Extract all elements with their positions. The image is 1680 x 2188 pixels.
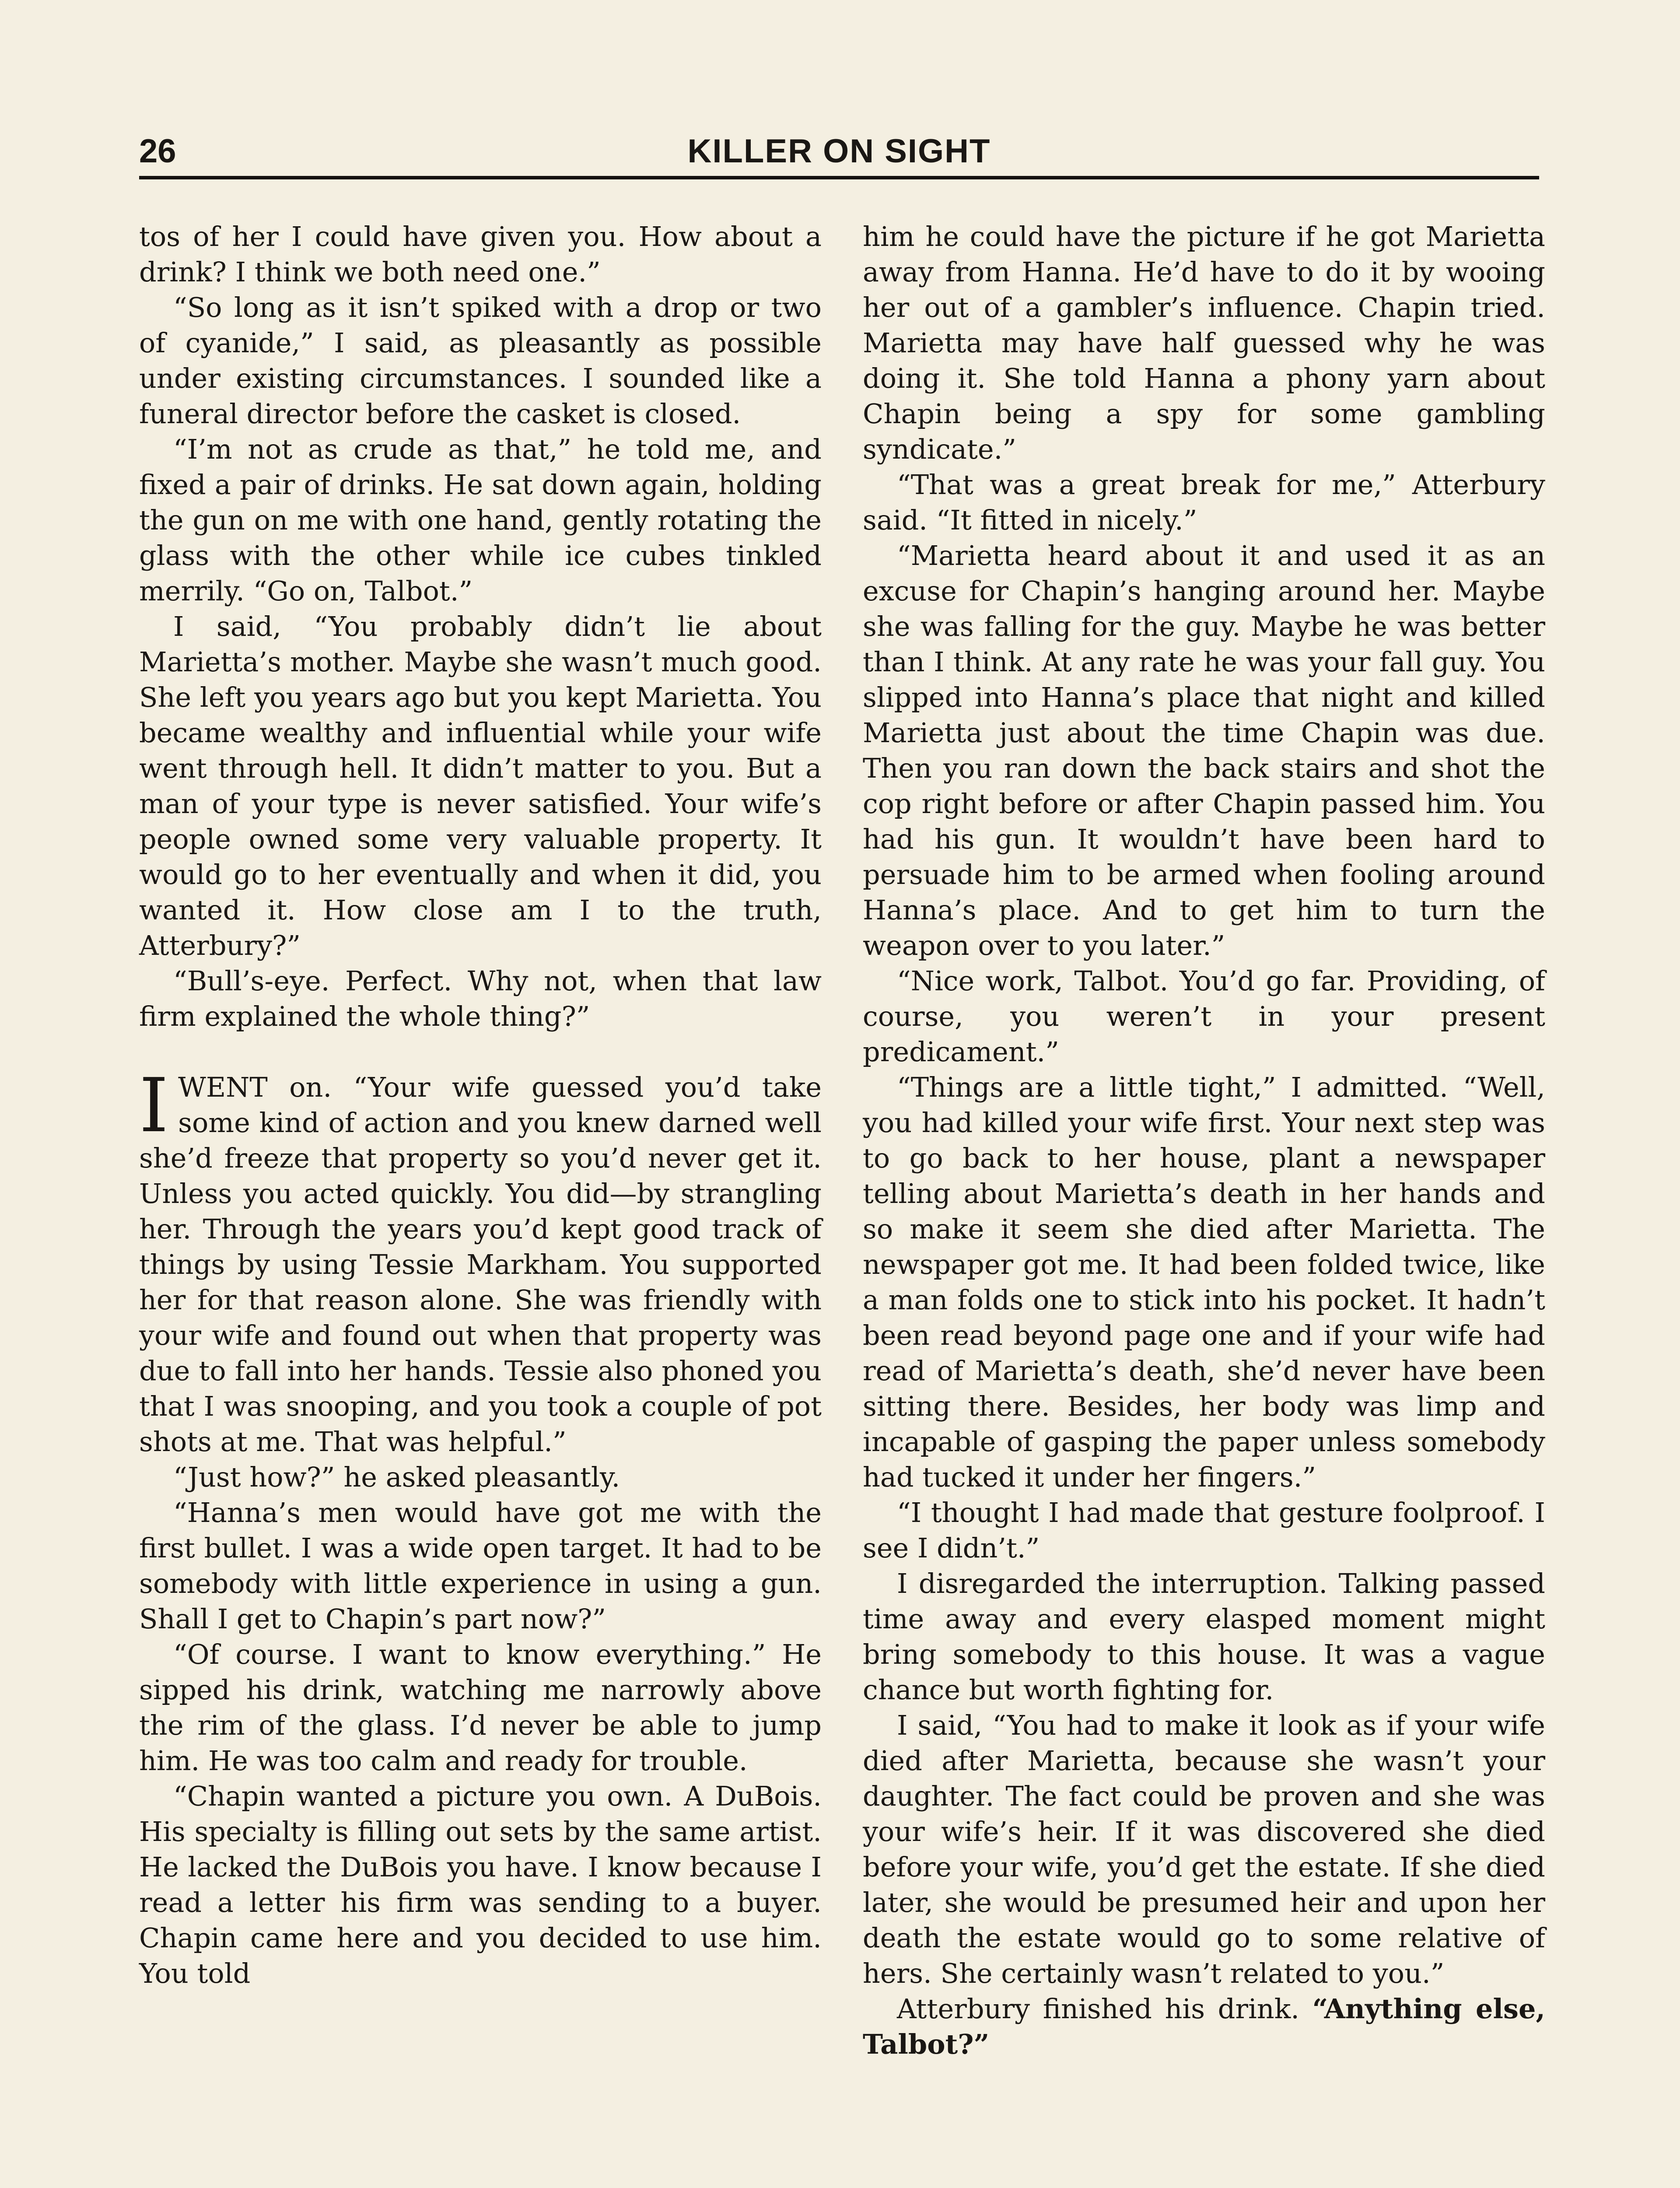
page-number: 26 xyxy=(139,133,176,170)
paragraph: “Just how?” he asked pleasantly. xyxy=(173,1461,620,1493)
paragraph: tos of her I could have given you. How about a drink? I think we both need one.” xyxy=(139,221,822,288)
running-title: KILLER ON SIGHT xyxy=(687,133,991,170)
paragraph: “Things are a little tight,” I admitted. “Well, you had killed your wife first. Your next step was to go back to her house, plant a newspaper telling about Marietta’s death in her hands and so make it seem she died after Marietta. The newspaper got me. It had been folded twice, like a man folds one to stick into his pocket. It hadn’t been read beyond page one and if your wife had read of Marietta’s death, she’d never have been sitting there. Besides, her body was limp and incapable of gasping the paper unless somebody had tucked it under her fingers.” xyxy=(863,1071,1545,1493)
paragraph: “Chapin wanted a picture you own. A DuBois. His specialty is filling out sets by the same artist. He lacked the DuBois you have. I know because I read a letter his firm was sending to a buyer. Chapin came here and you decided to use him. You told xyxy=(139,1780,822,1989)
paragraph: “That was a great break for me,” Atterbury said. “It fitted in nicely.” xyxy=(863,469,1545,536)
right-column xyxy=(863,219,1545,2062)
final-paragraph xyxy=(863,1991,1545,2062)
page-header xyxy=(139,130,1539,179)
header-rule xyxy=(139,176,1539,179)
paragraph: him he could have the picture if he got Marietta away from Hanna. He’d have to do it by wooing her out of a gambler’s influence. Chapin tried. Marietta may have half guessed why he was doing it. She told Hanna a phony yarn about Chapin being a spy for some gambling syndicate.” xyxy=(863,221,1545,465)
left-column xyxy=(139,219,822,1991)
paragraph: “Of course. I want to know everything.” He sipped his drink, watching me narrowly above the rim of the glass. I’d never be able to jump him. He was too calm and ready for trouble. xyxy=(139,1638,822,1777)
paragraph: “Marietta heard about it and used it as an excuse for Chapin’s hanging around her. Maybe she was falling for the guy. Maybe he was better than I think. At any rate he was your fall guy. You slipped into Hanna’s place that night and killed Marietta just about the time Chapin was due. Then you ran down the back stairs and shot the cop right before or after Chapin passed him. You had his gun. It wouldn’t have been hard to persuade him to be armed when fooling around Hanna’s place. And to get him to turn the weapon over to you later.” xyxy=(863,540,1545,961)
paragraph-text: Atterbury finished his drink. xyxy=(897,1993,1312,2025)
paragraph: “I thought I had made that gesture foolproof. I see I didn’t.” xyxy=(863,1497,1545,1564)
section-break xyxy=(139,1034,822,1069)
paragraph: I said, “You probably didn’t lie about Marietta’s mother. Maybe she wasn’t much good. She left you years ago but you kept Marietta. You became wealthy and influential while your wife went through hell. It didn’t matter to you. But a man of your type is never satisfied. Your wife’s people owned some very valuable property. It would go to her eventually and when it did, you wanted it. How close am I to the truth, Atterbury?” xyxy=(139,610,822,961)
bold-quote: “Anything else, Talbot?” xyxy=(863,1993,1545,2060)
dropcap-paragraph xyxy=(139,1062,822,1459)
paragraph: I disregarded the interruption. Talking passed time away and every elasped moment might bring somebody to this house. It was a vague chance but worth fighting for. xyxy=(863,1567,1545,1706)
paragraph: “Nice work, Talbot. You’d go far. Providing, of course, you weren’t in your present predicament.” xyxy=(863,965,1545,1068)
paragraph: “So long as it isn’t spiked with a drop or two of cyanide,” I said, as pleasantly as possible under existing circumstances. I sounded like a funeral director before the casket is closed. xyxy=(139,291,822,430)
paragraph: “Bull’s-eye. Perfect. Why not, when that law firm explained the whole thing?” xyxy=(139,965,822,1032)
paragraph: “I’m not as crude as that,” he told me, and fixed a pair of drinks. He sat down again, holding the gun on me with one hand, gently rotating the glass with the other while ice cubes tinkled merrily. “Go on, Talbot.” xyxy=(139,433,822,607)
paragraph: “Hanna’s men would have got me with the first bullet. I was a wide open target. It had to be somebody with little experience in using a gun. Shall I get to Chapin’s part now?” xyxy=(139,1497,822,1635)
paragraph-text: WENT on. “Your wife guessed you’d take some kind of action and you knew darned well she’d freeze that property so you’d never get it. Unless you acted quickly. You did—by strangling her. Through the years you’d kept good track of things by using Tessie Markham. You supported her for that reason alone. She was friendly with your wife and found out when that property was due to fall into her hands. Tessie also phoned you that I was snooping, and you took a couple of pot shots at me. That was helpful.” xyxy=(139,1071,822,1458)
drop-cap: I xyxy=(139,1062,169,1149)
paragraph: I said, “You had to make it look as if your wife died after Marietta, because she wasn’t your daughter. The fact could be proven and she was your wife’s heir. If it was discovered she died before your wife, you’d get the estate. If she died later, she would be presumed heir and upon her death the estate would go to some relative of hers. She certainly wasn’t related to you.” xyxy=(863,1709,1545,1989)
